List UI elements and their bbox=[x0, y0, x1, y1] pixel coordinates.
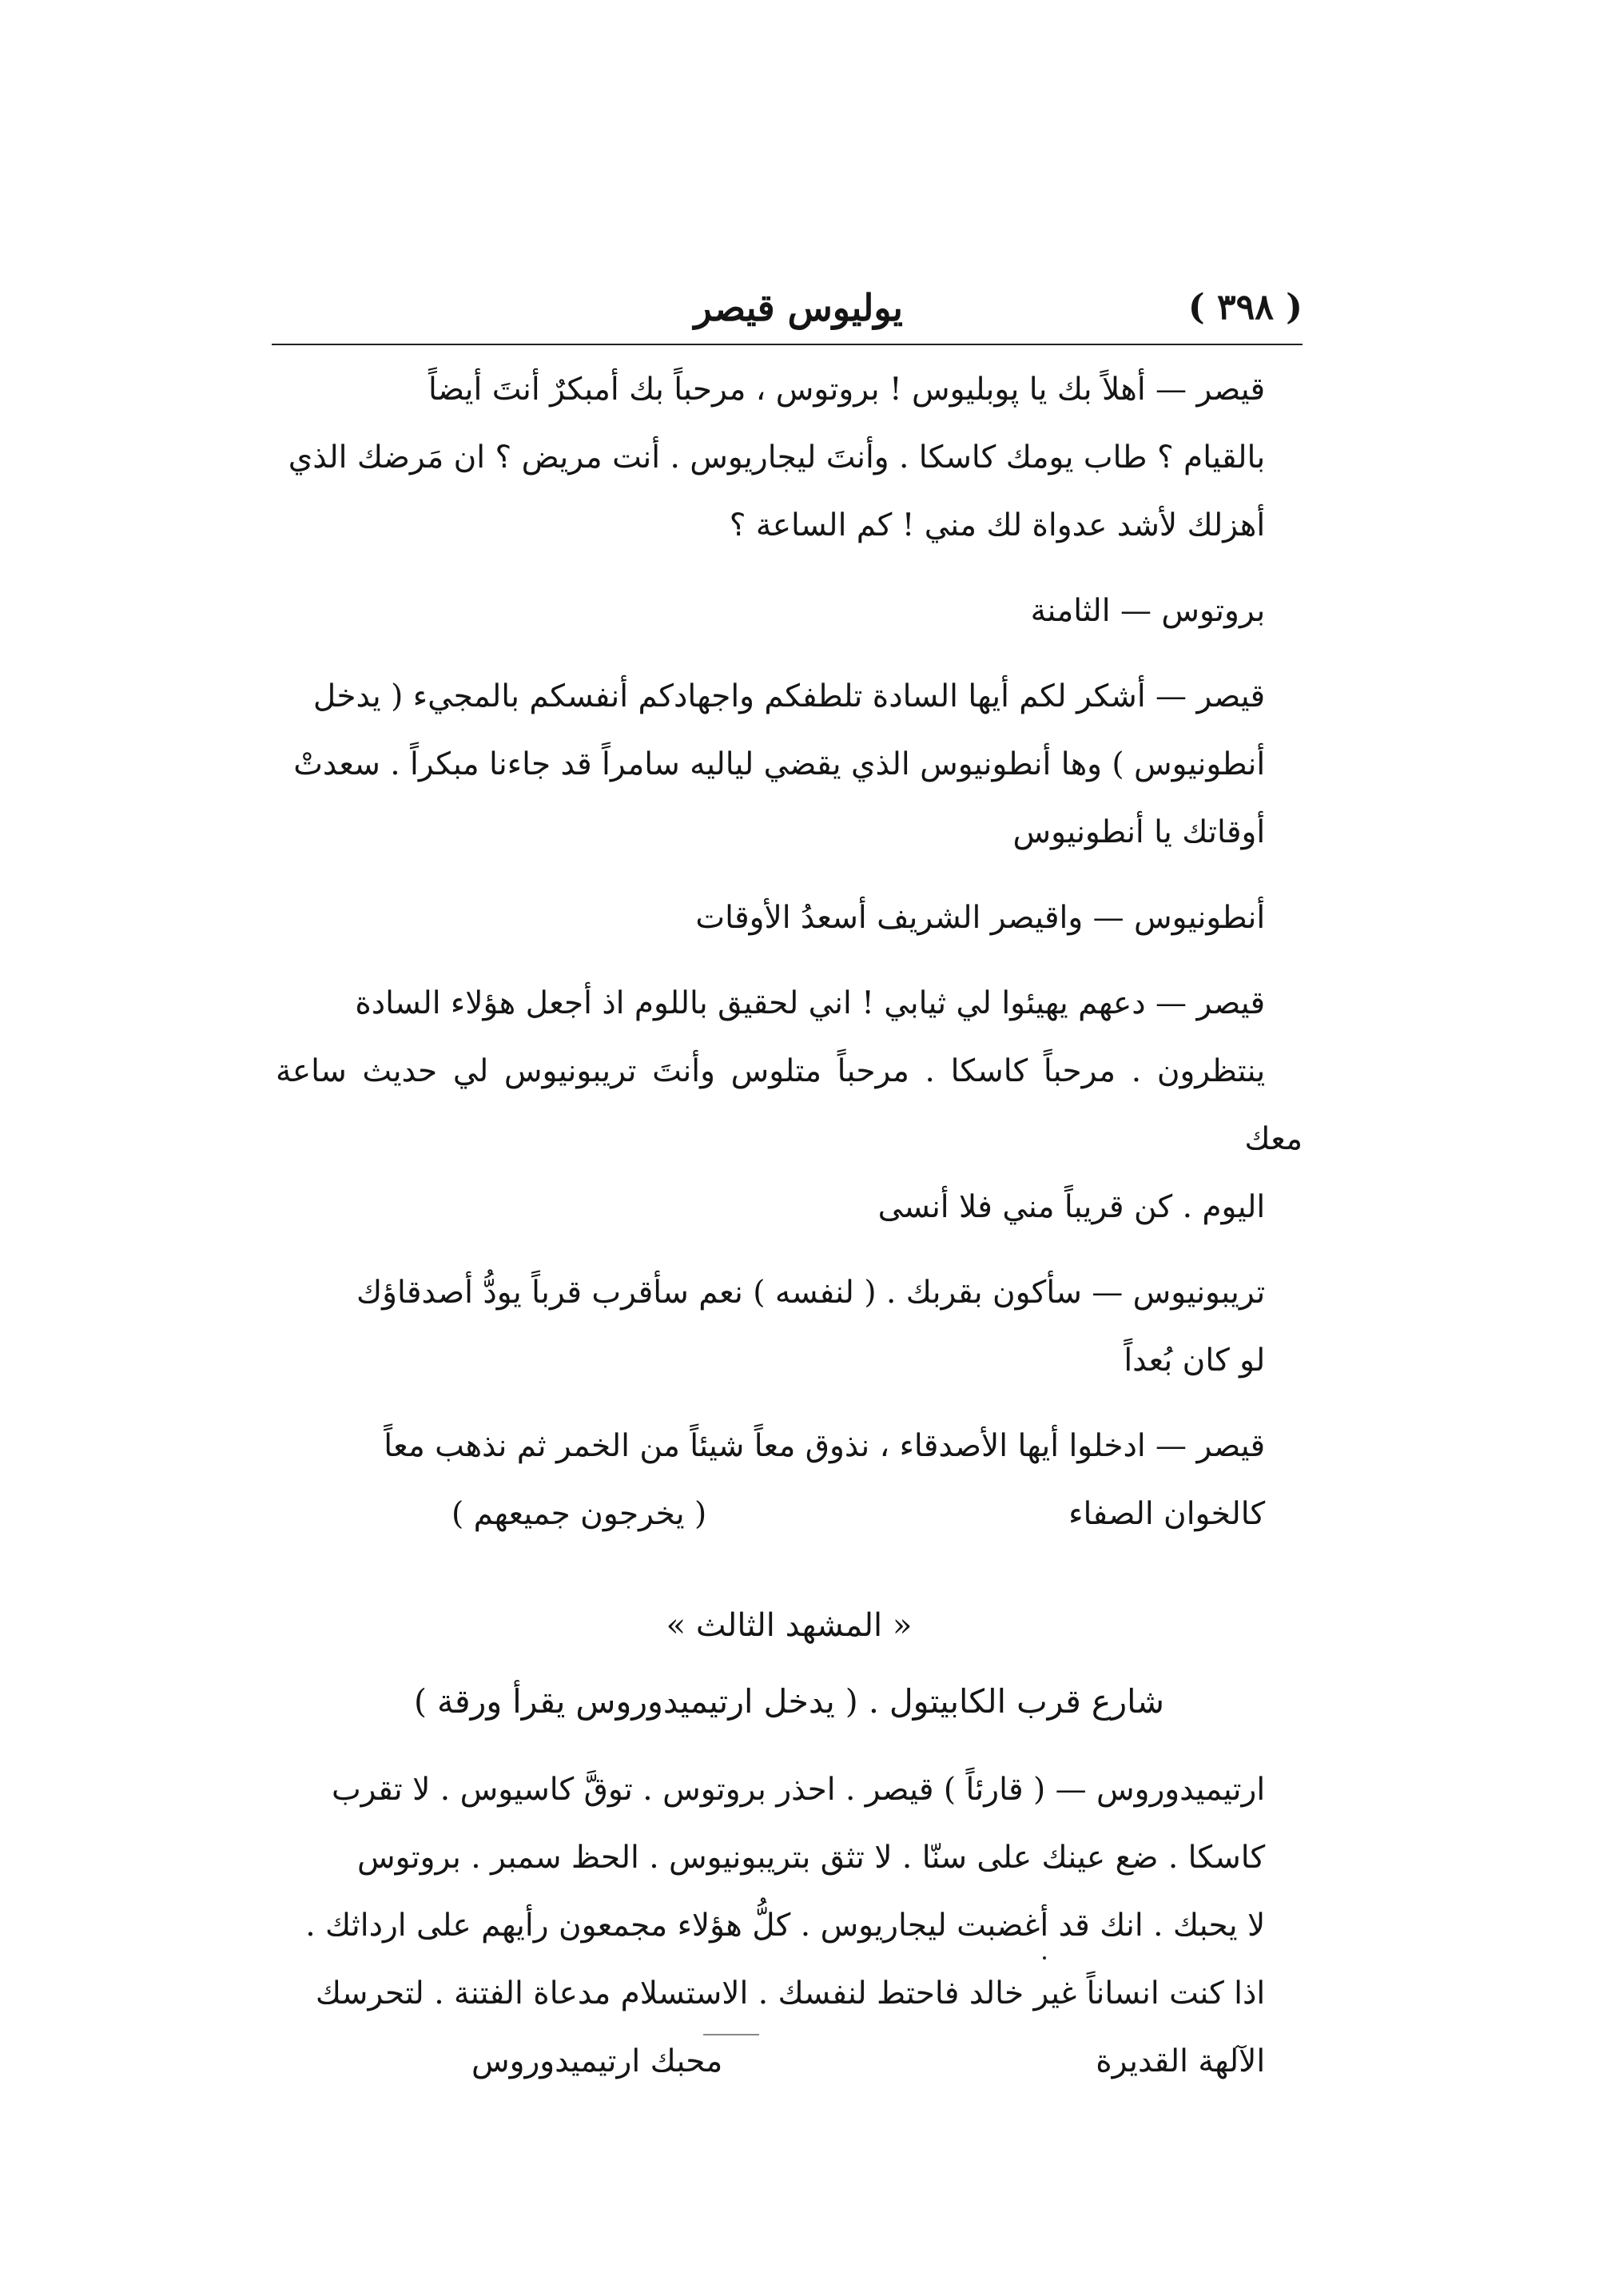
text-line: ينتظرون . مرحباً كاسكا . مرحباً متلوس وأنتَ تريبونيوس لي حديث ساعة معك bbox=[276, 1053, 1303, 1157]
text-line-split bbox=[276, 1480, 1303, 1548]
header-rule bbox=[272, 344, 1303, 345]
text-line: أهزلك لأشد عدواة لك مني ! كم الساعة ؟ bbox=[729, 507, 1266, 543]
dialogue-caesar-1 bbox=[276, 356, 1303, 559]
scan-mark bbox=[703, 2034, 759, 2035]
dialogue-caesar-2 bbox=[276, 663, 1303, 866]
dialogue-caesar-3 bbox=[276, 969, 1303, 1241]
text-line: لا يحبك . انك قد أغضبت ليجاريوس . كلُّ هؤلاء مجمعون رأيهم على ارداثك . bbox=[305, 1908, 1266, 1944]
scene-setting: شارع قرب الكابيتول . ( يدخل ارتيميدوروس يقرأ ورقة ) bbox=[413, 1682, 1165, 1721]
letter-signature: محبك ارتيميدوروس bbox=[471, 2043, 723, 2079]
stage-direction: ( يخرجون جميعهم ) bbox=[451, 1496, 707, 1532]
text-line: تريبونيوس — سأكون بقربك . ( لنفسه ) نعم سأقرب قرباً يودُّ أصدقاؤك bbox=[356, 1275, 1266, 1311]
text-line: لو كان بُعداً bbox=[1124, 1343, 1266, 1379]
text-line: أنطونيوس — واقيصر الشريف أسعدُ الأوقات bbox=[695, 900, 1266, 936]
text-line: اليوم . كن قريباً مني فلا أنسى bbox=[877, 1189, 1266, 1225]
text-line-split bbox=[276, 2027, 1303, 2095]
text-line: قيصر — ادخلوا أيها الأصدقاء ، نذوق معاً شيئاً من الخمر ثم نذهب معاً bbox=[384, 1428, 1266, 1464]
body-text bbox=[276, 356, 1303, 2095]
dialogue-brutus bbox=[276, 577, 1303, 645]
line-right-part: الآلهة القديرة bbox=[1096, 2043, 1266, 2079]
text-line: قيصر — دعهم يهيئوا لي ثيابي ! اني لحقيق باللوم اذ أجعل هؤلاء السادة bbox=[355, 985, 1266, 1021]
text-line: قيصر — أشكر لكم أيها السادة تلطفكم واجهادكم أنفسكم بالمجيء ( يدخل bbox=[312, 678, 1266, 714]
text-line: ارتيميدوروس — ( قارئاً ) قيصر . احذر بروتوس . توقَّ كاسيوس . لا تقرب bbox=[331, 1772, 1266, 1808]
text-line: بالقيام ؟ طاب يومك كاسكا . وأنتَ ليجاريوس . أنت مريض ؟ ان مَرضك الذي bbox=[288, 440, 1266, 476]
scene-heading: « المشهد الثالث » bbox=[666, 1607, 913, 1644]
text-line: قيصر — أهلاً بك يا پوبليوس ! بروتوس ، مرحباً بك أمبكرٌ أنتَ أيضاً bbox=[428, 372, 1266, 408]
running-title: يوليوس قيصر bbox=[694, 286, 903, 329]
text-line: بروتوس — الثامنة bbox=[1030, 593, 1266, 629]
page-number: ( ٣٩٨ ) bbox=[1187, 287, 1303, 328]
text-line: كاسكا . ضع عينك على سنّا . لا تثق بتريبونيوس . الحظ سمبر . بروتوس bbox=[357, 1840, 1266, 1876]
dialogue-antonius bbox=[276, 884, 1303, 952]
text-line: اذا كنت انساناً غير خالد فاحتط لنفسك . الاستسلام مدعاة الفتنة . لتحرسك bbox=[315, 1976, 1266, 2011]
page-header bbox=[272, 276, 1303, 340]
text-line: أنطونيوس ) وها أنطونيوس الذي يقضي لياليه سامراً قد جاءنا مبكراً . سعدتْ bbox=[293, 746, 1266, 782]
letter-artemidorus bbox=[276, 1756, 1303, 2095]
dialogue-caesar-4 bbox=[276, 1412, 1303, 1548]
line-right-part: كالخوان الصفاء bbox=[1068, 1496, 1266, 1532]
dialogue-trebonius bbox=[276, 1259, 1303, 1395]
scan-speck bbox=[1043, 1956, 1046, 1960]
text-line: أوقاتك يا أنطونيوس bbox=[1012, 814, 1266, 850]
